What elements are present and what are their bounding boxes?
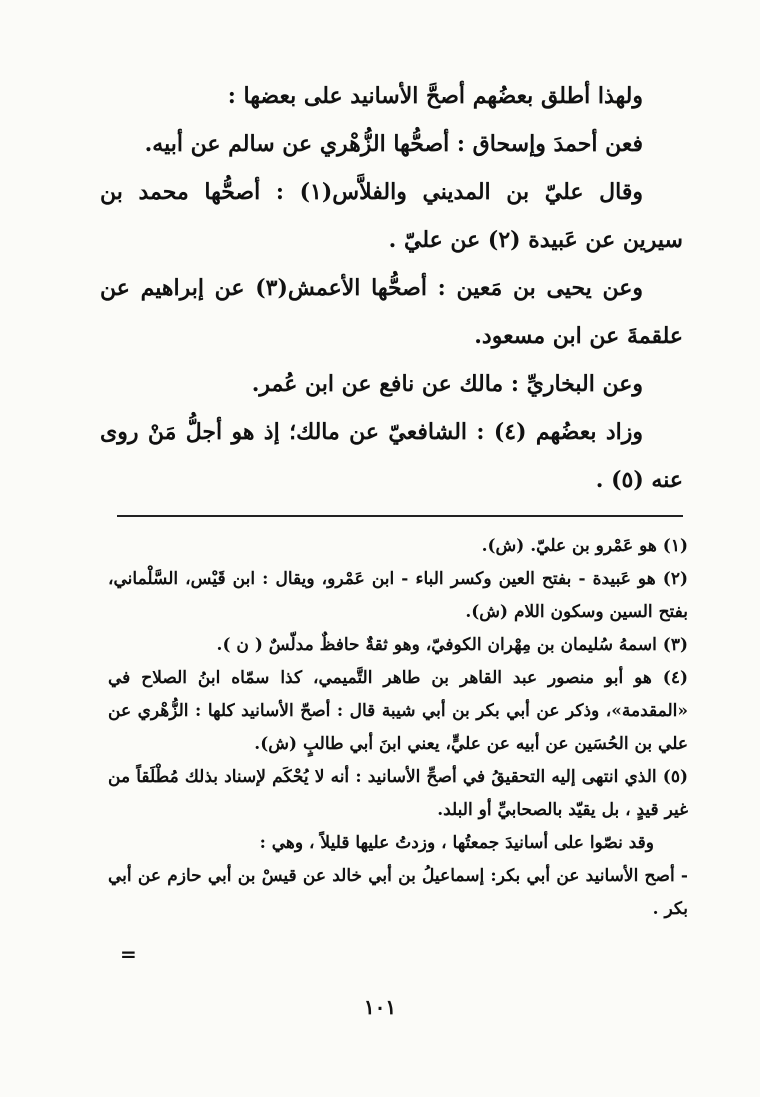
footnote-4: (٤) هو أبو منصور عبد القاهر بن طاهر التَّميمي، كذا سمّاه ابنُ الصلاح في «المقدمة»، وذكر عن أبي بكر بن أبي شيبة قال : أصحّ الأسانيد كلها : الزُّهْري عن علي بن الحُسَين عن أبيه عن عليٍّ، يعني ابنَ أبي طالبٍ (ش). [108, 668, 688, 754]
main-paragraph-4: وعن يحيى بن مَعين : أصحُّها الأعمش(٣) عن إبراهيم عن علقمةَ عن ابن مسعود. [100, 275, 683, 349]
main-paragraph-5: وعن البخاريِّ : مالك عن نافع عن ابن عُمر. [251, 371, 643, 397]
footnote-5-list-item: - أصح الأسانيد عن أبي بكر: إسماعيلُ بن أبي خالد عن قيسْ بن أبي حازم عن أبي بكر . [108, 866, 688, 919]
main-paragraph-3: وقال عليّ بن المديني والفلاَّس(١) : أصحُّها محمد بن سيرين عن عَبيدة (٢) عن عليّ . [100, 179, 683, 253]
main-text [100, 72, 683, 504]
main-paragraph-2: فعن أحمدَ وإسحاق : أصحُّها الزُّهْري عن سالم عن أبيه. [144, 131, 643, 157]
page-number: ١٠١ [363, 995, 397, 1019]
main-paragraph-6: وزاد بعضُهم (٤) : الشافعيّ عن مالك؛ إذ هو أجلُّ مَنْ روى عنه (٥) . [100, 419, 683, 493]
footnote-1: (١) هو عَمْرو بن عليّ. (ش). [481, 536, 688, 556]
footnote-divider [117, 515, 683, 517]
main-paragraph-1: ولهذا أطلق بعضُهم أصحَّ الأسانيد على بعضها : [227, 83, 643, 109]
footnote-5-continuation: وقد نصّوا على أسانيدَ جمعتُها ، وزدتُ عليها قليلاً ، وهي : [259, 833, 654, 853]
footnote-3: (٣) اسمهُ سُليمان بن مِهْران الكوفيّ، وهو ثقةٌ حافظٌ مدلّسٌ ( ن ). [216, 635, 688, 655]
footnote-5: (٥) الذي انتهى إليه التحقيقُ في أصحِّ الأسانيد : أنه لا يُحْكَم لإسناد بذلك مُطْلَقاً من غير قيدٍ ، بل يقيّد بالصحابيِّ أو البلد. [108, 767, 688, 820]
footnote-2: (٢) هو عَبيدة - بفتح العين وكسر الباء - ابن عَمْرو، ويقال : ابن قَيْس، السَّلْماني، بفتح السين وسكون اللام (ش). [108, 569, 688, 622]
continuation-mark: = [120, 942, 137, 966]
footnotes [108, 530, 688, 926]
